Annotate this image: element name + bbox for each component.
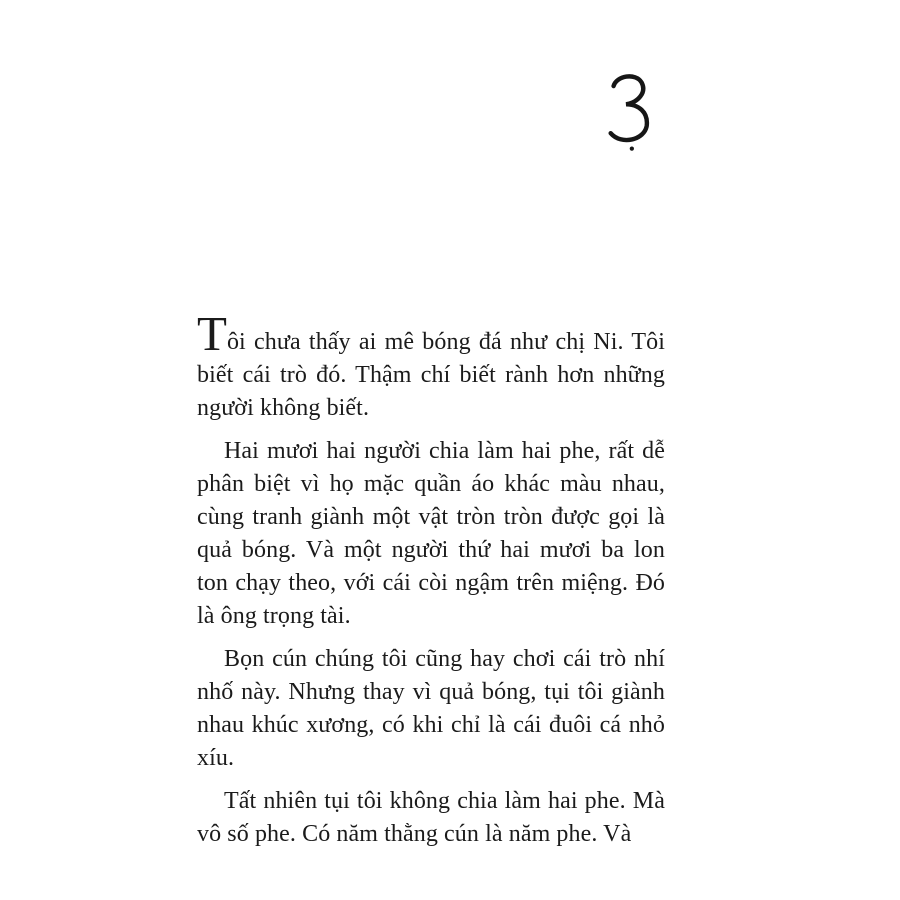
text-line: cùng tranh giành một vật tròn tròn được gọi là bbox=[197, 504, 665, 530]
text-line: vô số phe. Có năm thằng cún là năm phe. Và bbox=[197, 821, 632, 847]
paragraph bbox=[197, 643, 665, 775]
chapter-number-3 bbox=[603, 72, 653, 154]
text-line-content: ôi chưa thấy ai mê bóng đá như chị Ni. Tôi bbox=[226, 329, 665, 355]
body-text bbox=[197, 306, 665, 851]
text-line: Tất nhiên tụi tôi không chia làm hai phe. Mà bbox=[224, 788, 665, 814]
text-line: nhố này. Nhưng thay vì quả bóng, tụi tôi giành bbox=[197, 679, 665, 705]
initial-letter: T bbox=[197, 306, 227, 361]
paragraph bbox=[197, 435, 665, 633]
text-line: xíu. bbox=[197, 745, 235, 771]
text-line bbox=[197, 306, 665, 361]
text-line: nhau khúc xương, có khi chỉ là cái đuôi cá nhỏ bbox=[197, 712, 665, 738]
text-line: Bọn cún chúng tôi cũng hay chơi cái trò nhí bbox=[224, 646, 665, 672]
text-line: người không biết. bbox=[197, 395, 370, 421]
text-line: phân biệt vì họ mặc quần áo khác màu nhau, bbox=[197, 471, 665, 497]
text-line: ton chạy theo, với cái còi ngậm trên miệng. Đó bbox=[197, 570, 665, 596]
paragraph bbox=[197, 306, 665, 425]
text-line: là ông trọng tài. bbox=[197, 603, 351, 629]
handwritten-three-glyph bbox=[603, 72, 653, 154]
text-line: Hai mươi hai người chia làm hai phe, rất dễ bbox=[224, 438, 665, 464]
text-line: quả bóng. Và một người thứ hai mươi ba lon bbox=[197, 537, 665, 563]
paragraph bbox=[197, 785, 665, 851]
text-line: biết cái trò đó. Thậm chí biết rành hơn những bbox=[197, 362, 665, 388]
